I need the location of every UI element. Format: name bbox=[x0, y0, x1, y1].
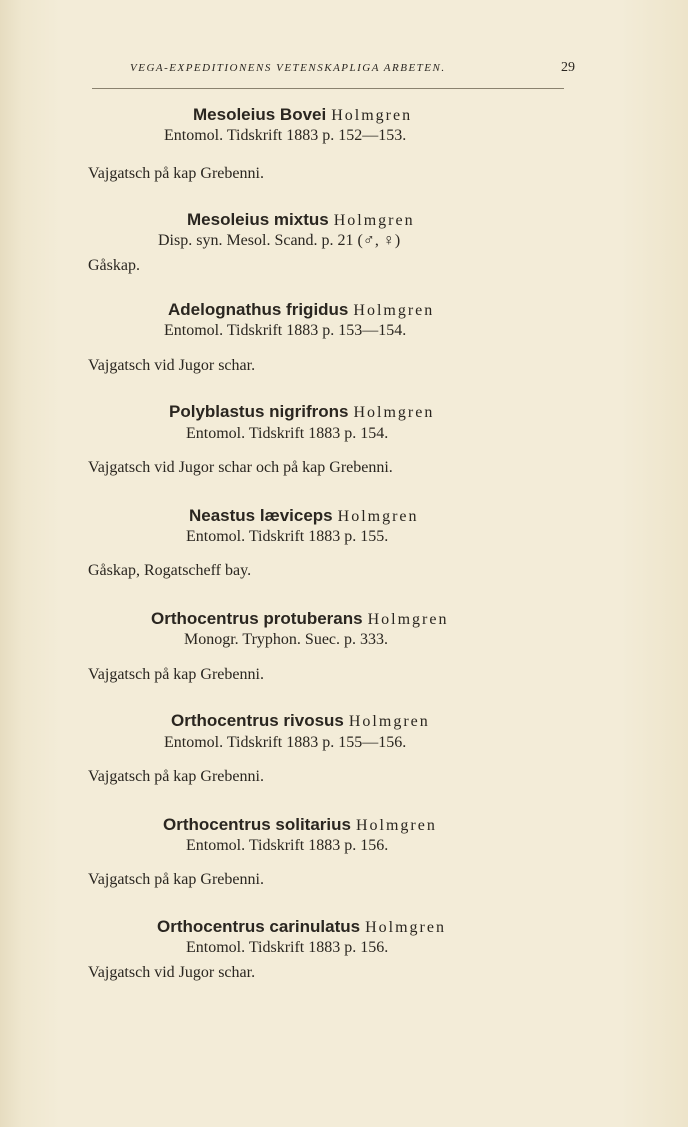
species-name: Orthocentrus rivosus bbox=[171, 711, 344, 730]
species-name: Neastus læviceps bbox=[189, 506, 333, 525]
species-name: Adelognathus frigidus bbox=[168, 300, 349, 319]
species-author: Holmgren bbox=[355, 817, 437, 834]
species-heading bbox=[168, 300, 434, 321]
species-author: Holmgren bbox=[331, 107, 413, 124]
species-name: Orthocentrus protuberans bbox=[151, 609, 363, 628]
literature-reference: Entomol. Tidskrift 1883 p. 153—154. bbox=[164, 322, 407, 339]
species-author: Holmgren bbox=[353, 404, 435, 421]
species-heading bbox=[171, 711, 430, 732]
species-heading bbox=[193, 105, 412, 126]
species-heading bbox=[187, 210, 415, 231]
collection-locality: Vajgatsch på kap Grebenni. bbox=[88, 666, 264, 683]
species-name: Mesoleius mixtus bbox=[187, 210, 329, 229]
literature-reference: Entomol. Tidskrift 1883 p. 156. bbox=[186, 939, 389, 956]
collection-locality: Vajgatsch på kap Grebenni. bbox=[88, 871, 264, 888]
species-name: Orthocentrus solitarius bbox=[163, 815, 351, 834]
species-author: Holmgren bbox=[367, 611, 449, 628]
species-heading bbox=[163, 815, 437, 836]
species-name: Orthocentrus carinulatus bbox=[157, 917, 361, 936]
collection-locality: Vajgatsch vid Jugor schar. bbox=[88, 964, 256, 981]
literature-reference: Disp. syn. Mesol. Scand. p. 21 (♂, ♀) bbox=[158, 232, 401, 249]
species-author: Holmgren bbox=[348, 713, 430, 730]
species-author: Holmgren bbox=[365, 919, 446, 936]
collection-locality: Vajgatsch vid Jugor schar och på kap Grebenni. bbox=[88, 459, 393, 476]
page-number: 29 bbox=[561, 60, 575, 75]
literature-reference: Entomol. Tidskrift 1883 p. 156. bbox=[186, 837, 389, 854]
literature-reference: Entomol. Tidskrift 1883 p. 155. bbox=[186, 528, 389, 545]
species-author: Holmgren bbox=[353, 302, 435, 319]
species-author: Holmgren bbox=[333, 212, 415, 229]
collection-locality: Vajgatsch på kap Grebenni. bbox=[88, 768, 264, 785]
literature-reference: Monogr. Tryphon. Suec. p. 333. bbox=[184, 631, 389, 648]
species-name: Mesoleius Bovei bbox=[193, 105, 327, 124]
collection-locality: Vajgatsch vid Jugor schar. bbox=[88, 357, 256, 374]
literature-reference: Entomol. Tidskrift 1883 p. 152—153. bbox=[164, 127, 407, 144]
collection-locality: Gåskap. bbox=[88, 257, 140, 274]
running-title: VEGA-EXPEDITIONENS VETENSKAPLIGA ARBETEN. bbox=[130, 62, 446, 74]
collection-locality: Gåskap, Rogatscheff bay. bbox=[88, 562, 252, 579]
species-heading bbox=[151, 609, 448, 630]
species-name: Polyblastus nigrifrons bbox=[169, 402, 349, 421]
species-heading bbox=[157, 917, 446, 938]
literature-reference: Entomol. Tidskrift 1883 p. 154. bbox=[186, 425, 389, 442]
literature-reference: Entomol. Tidskrift 1883 p. 155—156. bbox=[164, 734, 407, 751]
species-heading bbox=[189, 506, 419, 527]
collection-locality: Vajgatsch på kap Grebenni. bbox=[88, 165, 264, 182]
species-heading bbox=[169, 402, 434, 423]
species-author: Holmgren bbox=[337, 508, 419, 525]
